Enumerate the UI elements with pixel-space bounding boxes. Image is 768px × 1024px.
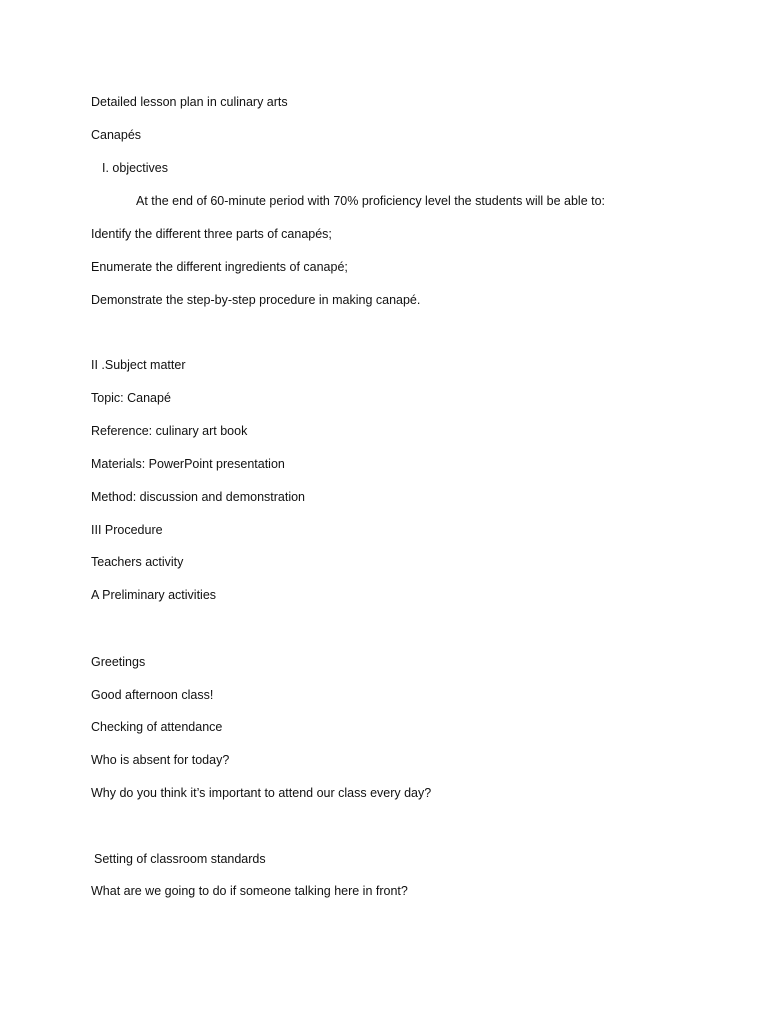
method-line: Method: discussion and demonstration [91, 490, 306, 504]
who-absent-line: Who is absent for today? [91, 753, 230, 767]
classroom-standards-line: Setting of classroom standards [94, 852, 266, 866]
topic-line: Topic: Canapé [91, 391, 171, 405]
reference-line: Reference: culinary art book [91, 424, 248, 438]
objective-item: Identify the different three parts of canapés; [91, 227, 332, 241]
procedure-heading: III Procedure [91, 523, 163, 537]
materials-line: Materials: PowerPoint presentation [91, 457, 285, 471]
good-afternoon-line: Good afternoon class! [91, 688, 214, 702]
checking-attendance-line: Checking of attendance [91, 720, 223, 734]
teachers-activity-line: Teachers activity [91, 555, 184, 569]
objective-item: Enumerate the different ingredients of canapé; [91, 260, 348, 274]
document-subtitle: Canapés [91, 128, 142, 142]
objective-item: Demonstrate the step-by-step procedure in making canapé. [91, 293, 421, 307]
why-attend-line: Why do you think it’s important to attend our class every day? [91, 786, 432, 800]
question-talking-line: What are we going to do if someone talking here in front? [91, 884, 408, 898]
preliminary-activities-line: A Preliminary activities [91, 588, 217, 602]
greetings-line: Greetings [91, 655, 146, 669]
objectives-intro: At the end of 60-minute period with 70% proficiency level the students will be able to: [136, 194, 606, 208]
subject-matter-heading: II .Subject matter [91, 358, 186, 372]
objectives-heading: I. objectives [102, 161, 169, 175]
document-title: Detailed lesson plan in culinary arts [91, 95, 288, 109]
